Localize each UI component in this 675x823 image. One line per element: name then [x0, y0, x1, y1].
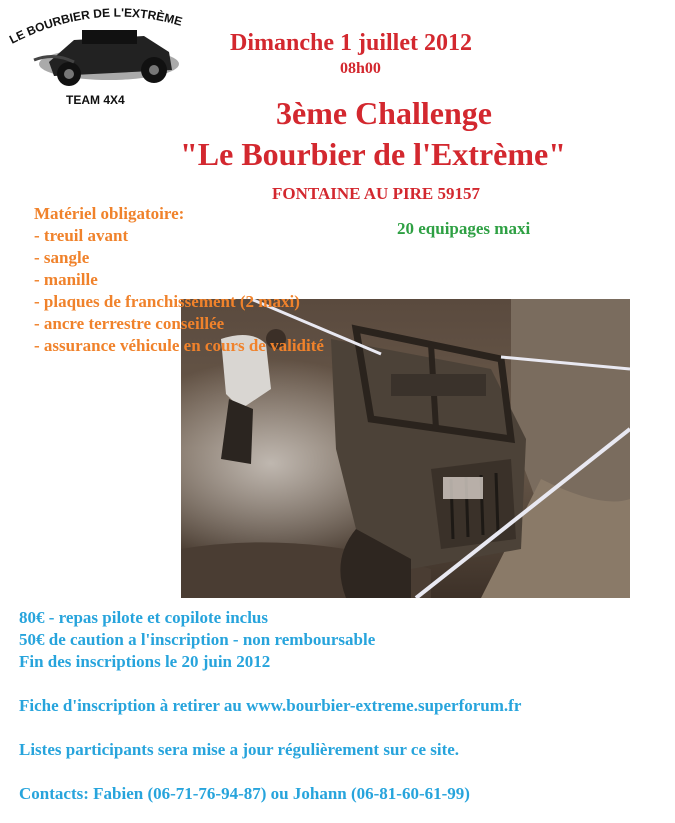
- event-title: "Le Bourbier de l'Extrème": [180, 136, 566, 172]
- contacts-line: Contacts: Fabien (06-71-76-94-87) ou Johann (06-81-60-61-99): [19, 784, 470, 803]
- spacer: [19, 673, 521, 695]
- equipment-heading: Matériel obligatoire:: [34, 204, 185, 223]
- equipment-item: - plaques de franchissement (2 maxi): [34, 292, 300, 311]
- event-time: 08h00: [340, 60, 381, 77]
- deposit-line: 50€ de caution a l'inscription - non remboursable: [19, 630, 376, 649]
- equipment-item: - sangle: [34, 248, 90, 267]
- participants-line: Listes participants sera mise a jour régulièrement sur ce site.: [19, 740, 460, 759]
- form-line: Fiche d'inscription à retirer au www.bourbier-extreme.superforum.fr: [19, 696, 522, 715]
- info-block: [19, 607, 521, 805]
- challenge-edition: 3ème Challenge: [276, 95, 492, 131]
- logo-top-text: LE BOURBIER DE L'EXTRÈME: [7, 5, 184, 47]
- event-location: FONTAINE AU PIRE 59157: [272, 184, 480, 203]
- spacer: [19, 761, 521, 783]
- team-logo: [4, 2, 204, 110]
- equipment-item: - assurance véhicule en cours de validité: [34, 336, 324, 355]
- deadline-line: Fin des inscriptions le 20 juin 2012: [19, 652, 271, 671]
- equipment-item: - ancre terrestre conseillée: [34, 314, 225, 333]
- spacer: [19, 717, 521, 739]
- logo-bottom-text: TEAM 4X4: [66, 93, 125, 107]
- price-line: 80€ - repas pilote et copilote inclus: [19, 608, 268, 627]
- crew-limit: 20 equipages maxi: [397, 219, 531, 238]
- event-date: Dimanche 1 juillet 2012: [230, 30, 472, 56]
- equipment-item: - treuil avant: [34, 226, 129, 245]
- equipment-list: [34, 203, 324, 357]
- jeep-logo-icon: [34, 30, 179, 86]
- equipment-item: - manille: [34, 270, 98, 289]
